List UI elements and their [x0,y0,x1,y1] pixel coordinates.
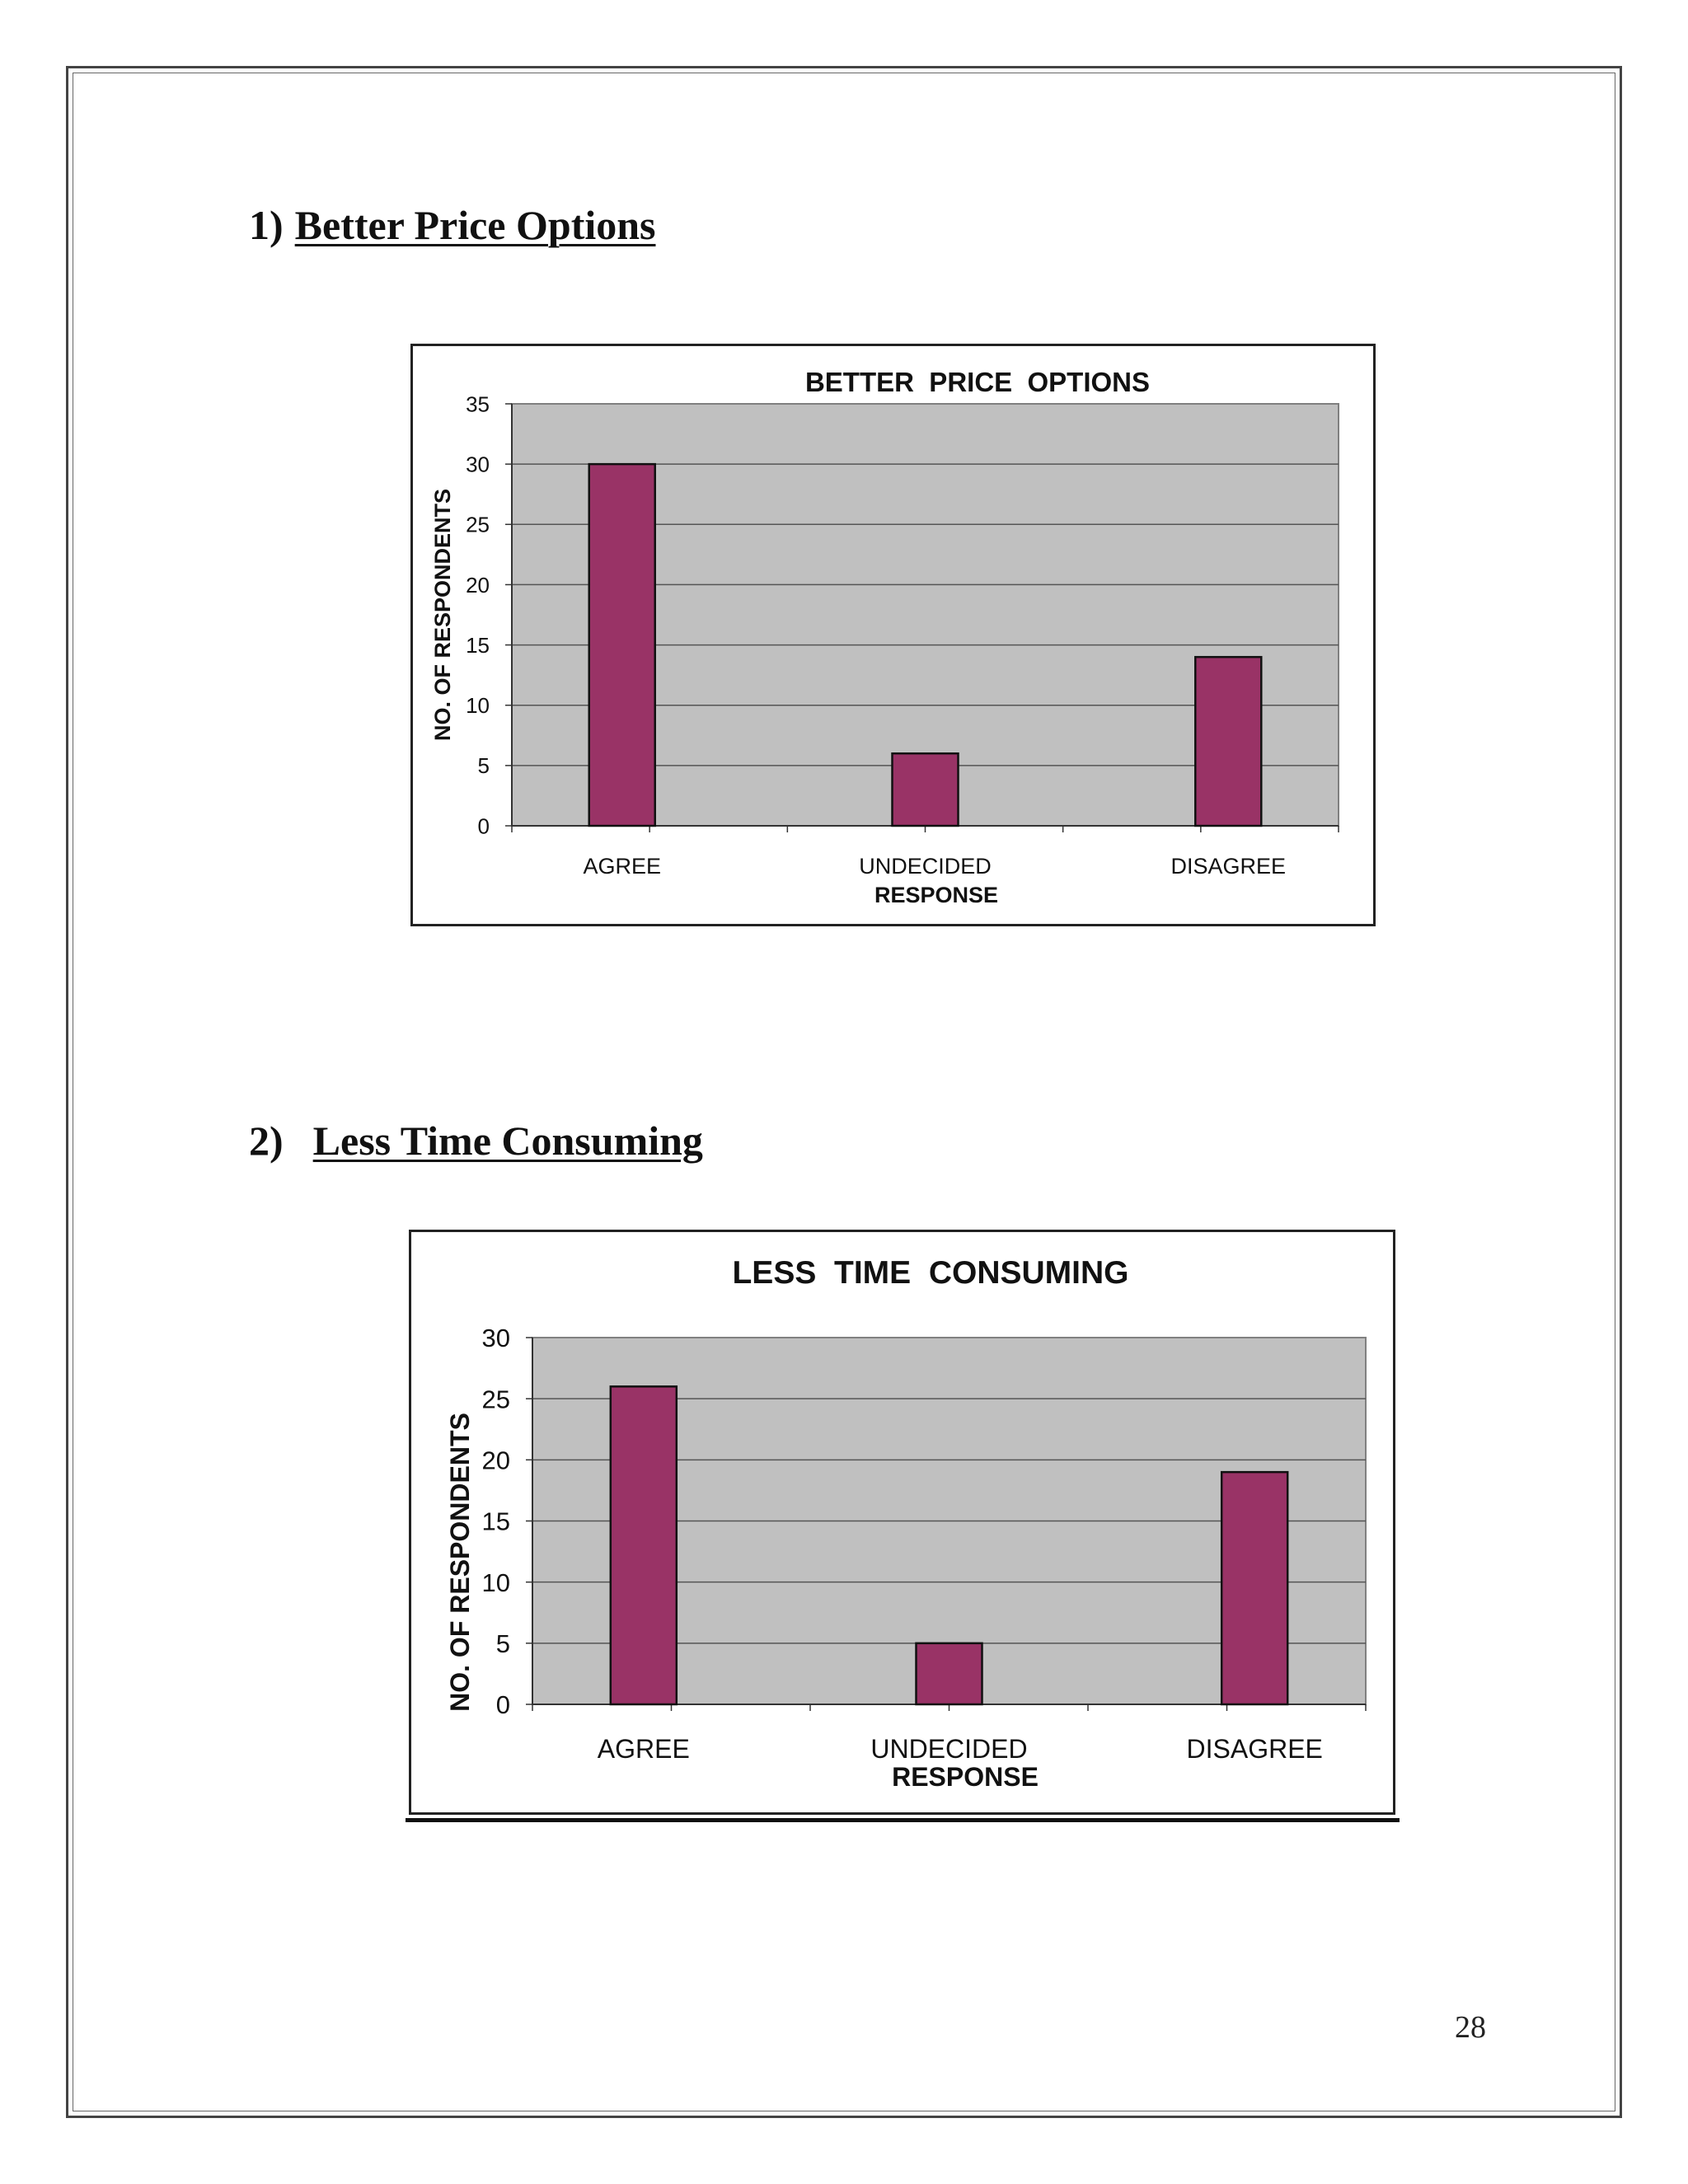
y-tick-label: 10 [466,693,490,719]
y-tick-label: 30 [466,452,490,477]
y-tick-label: 5 [477,753,490,779]
y-axis-title: NO. OF RESPONDENTS [430,488,455,742]
section-heading-better-price-options [249,201,656,249]
y-tick-label: 20 [481,1446,510,1475]
bar-undecided [917,1643,982,1704]
y-tick-label: 30 [481,1324,510,1353]
x-category-label: AGREE [583,854,661,879]
chart-less-time-consuming [409,1230,1395,1815]
bar-agree [589,464,655,826]
bar-disagree [1195,657,1261,826]
x-category-label: UNDECIDED [870,1734,1028,1764]
chart-frame-underline [406,1818,1400,1822]
bar-undecided [893,753,959,826]
y-tick-label: 15 [466,632,490,658]
section-heading-less-time-consuming [249,1117,703,1165]
chart-better-price-options [410,344,1376,926]
y-tick-label: 15 [481,1507,510,1536]
section-number: 2) [249,1118,284,1164]
y-tick-label: 25 [466,512,490,537]
x-axis-title: RESPONSE [874,883,999,907]
y-tick-label: 25 [481,1385,510,1414]
y-tick-label: 0 [477,813,490,839]
y-tick-label: 35 [466,391,490,417]
chart-svg [413,346,1373,924]
x-axis-title: RESPONSE [892,1762,1039,1792]
y-tick-label: 10 [481,1568,510,1597]
y-axis-title: NO. OF RESPONDENTS [445,1413,475,1712]
bar-disagree [1221,1472,1287,1704]
y-tick-label: 20 [466,572,490,598]
chart-title: BETTER PRICE OPTIONS [804,367,1151,397]
x-category-label: DISAGREE [1170,854,1287,879]
section-title: Better Price Options [294,202,656,248]
y-tick-label: 5 [495,1629,510,1658]
x-category-label: DISAGREE [1186,1734,1323,1764]
section-number: 1) [249,202,284,248]
chart-title: LESS TIME CONSUMING [732,1255,1129,1291]
page-number: 28 [1455,2010,1486,2045]
chart-svg [411,1232,1393,1812]
y-tick-label: 0 [495,1690,510,1720]
section-title: Less Time Consuming [312,1118,703,1164]
x-category-label: AGREE [597,1734,690,1764]
x-category-label: UNDECIDED [859,854,992,879]
bar-agree [611,1386,677,1704]
